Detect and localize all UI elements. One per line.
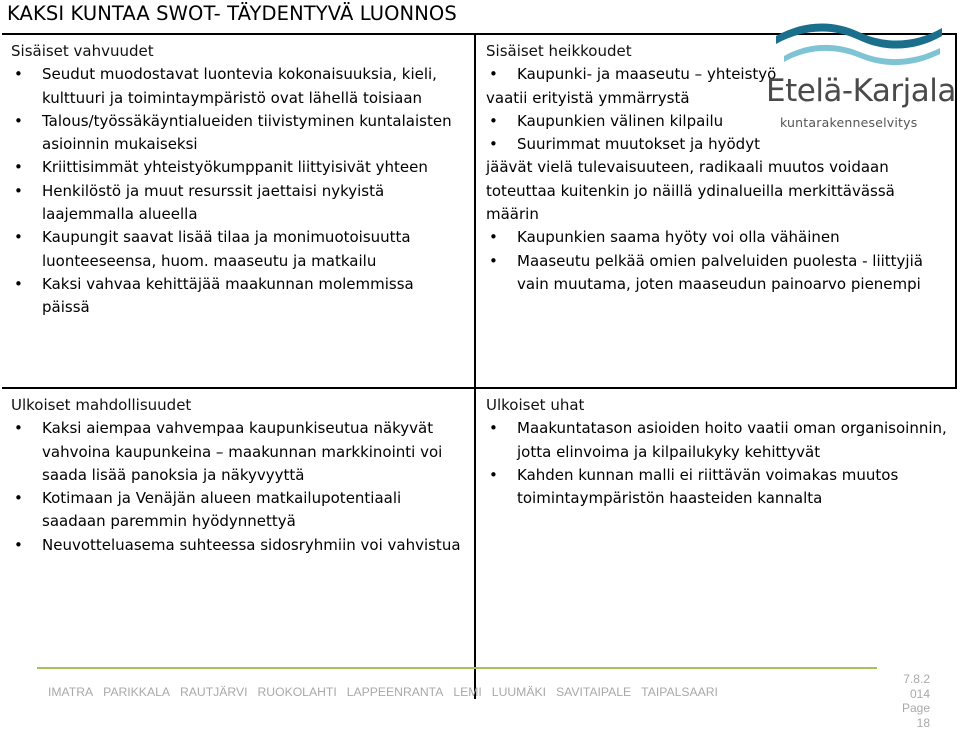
opportunities-heading: Ulkoiset mahdollisuudet	[11, 396, 192, 414]
footer-town: LAPPEENRANTA	[346, 685, 444, 699]
page-label: Page	[901, 701, 930, 716]
footer-divider	[37, 667, 877, 669]
swot-grid	[2, 33, 957, 699]
date-line-2: 014	[909, 686, 930, 701]
opportunities-quadrant	[2, 387, 476, 699]
wave-logo-icon	[774, 22, 944, 72]
footer-town: IMATRA	[48, 685, 94, 699]
logo-subtitle: kuntarakenneselvitys	[780, 115, 918, 130]
page-title: KAKSI KUNTAA SWOT- TÄYDENTYVÄ LUONNOS	[7, 2, 457, 25]
list-item: • Kaupunki- ja maaseutu – yhteistyö	[486, 63, 947, 86]
list-item: • Kriittisimmät yhteistyökumppanit liittyisivät yhteen	[11, 156, 466, 179]
list-item: • Neuvotteluasema suhteessa sidosryhmiin voi vahvistua	[11, 534, 466, 557]
date-line-1: 7.8.2	[903, 672, 930, 686]
threats-heading: Ulkoiset uhat	[486, 396, 585, 414]
opportunities-list	[11, 417, 466, 557]
list-item: • Kaupunkien välinen kilpailu	[486, 110, 947, 133]
list-item: • Kaksi vahvaa kehittäjää maakunnan molemmissa päissä	[11, 273, 466, 320]
footer-date-page	[886, 672, 930, 730]
list-item: • Maaseutu pelkää omien palveluiden puolesta - liittyjiä vain muutama, joten maaseudun painoarvo pienempi	[486, 250, 947, 297]
footer-town-list	[48, 685, 718, 699]
footer-town: RUOKOLAHTI	[257, 685, 337, 699]
strengths-list	[11, 63, 466, 319]
strengths-heading: Sisäiset vahvuudet	[11, 42, 154, 60]
footer-town: SAVITAIPALE	[555, 685, 632, 699]
list-item: • Talous/työssäkäyntialueiden tiivistyminen kuntalaisten asioinnin mukaiseksi	[11, 110, 466, 157]
logo-name: Etelä-Karjala	[766, 73, 956, 109]
weaknesses-list-3	[486, 226, 947, 296]
threats-quadrant	[476, 387, 957, 699]
weaknesses-heading: Sisäiset heikkoudet	[486, 42, 632, 60]
footer-town: LEMI	[453, 685, 482, 699]
footer-town: PARIKKALA	[103, 685, 170, 699]
list-item: • Kaupunkien saama hyöty voi olla vähäinen	[486, 226, 947, 249]
page-number: 18	[916, 715, 930, 730]
list-item: • Maakuntatason asioiden hoito vaatii oman organisoinnin, jotta elinvoima ja kilpailukyky kehittyvät	[486, 417, 949, 464]
list-item: • Kahden kunnan malli ei riittävän voimakas muutos toimintaympäristön haasteiden kannalta	[486, 464, 949, 511]
list-item-continuation: vaatii erityistä ymmärrystä	[486, 88, 690, 107]
footer-town: TAIPALSAARI	[641, 685, 718, 699]
list-item: • Suurimmat muutokset ja hyödyt	[486, 133, 947, 156]
list-item: • Kotimaan ja Venäjän alueen matkailupotentiaali saadaan paremmin hyödynnettyä	[11, 487, 466, 534]
list-item: • Kaupungit saavat lisää tilaa ja monimuotoisuutta luonteeseensa, huom. maaseutu ja matkailu	[11, 226, 466, 273]
list-item: • Henkilöstö ja muut resurssit jaettaisi nykyistä laajemmalla alueella	[11, 180, 466, 227]
threats-list	[486, 417, 949, 510]
list-item: • Seudut muodostavat luontevia kokonaisuuksia, kieli, kulttuuri ja toimintaympäristö ovat lähellä toisiaan	[11, 63, 466, 110]
etela-karjala-logo	[766, 22, 956, 132]
list-item: • Kaksi aiempaa vahvempaa kaupunkiseutua näkyvät vahvoina kaupunkeina – maakunnan markkinointi voi saada lisää panoksia ja näkyvyyttä	[11, 417, 466, 487]
strengths-quadrant	[2, 35, 476, 387]
footer-town: LUUMÄKI	[491, 685, 546, 699]
list-item-continuation: jäävät vielä tulevaisuuteen, radikaali muutos voidaan toteuttaa kuitenkin jo näillä ydinalueilla merkittävässä määrin	[486, 158, 895, 224]
footer-town: RAUTJÄRVI	[179, 685, 248, 699]
